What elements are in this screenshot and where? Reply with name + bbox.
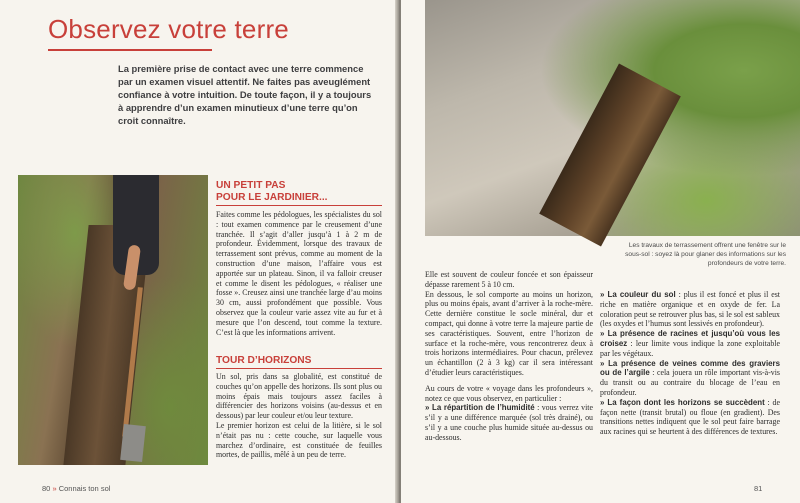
excavation-photo <box>425 0 800 236</box>
bullet-text: : cela jouera un rôle important vis-à-vis du transit ou au contraire du blocage de l’eau en profondeur. <box>600 368 780 397</box>
bullet-lead: » La couleur du sol <box>600 290 676 299</box>
intro-paragraph: La première prise de contact avec une terre commence par un examen visuel attentif. Ne faites pas aveuglément confiance à votre intuition. De toute façon, il y a toujours à apprendre d’un examen minutieux d’une terre qu’on croit connaître. <box>118 63 372 126</box>
bullet-lead: » La présence de racines et jusqu’où vous les croisez <box>600 329 780 348</box>
title-underline <box>48 49 212 51</box>
page-title: Observez votre terre <box>48 14 289 44</box>
right-column-1 <box>425 270 593 443</box>
bullet-lead: » La façon dont les horizons se succèdent <box>600 397 765 407</box>
paragraph: Le premier horizon est celui de la litière, si le sol n’était pas nu : cette couche, sur laquelle vous marchez d’ordinaire, est constituée de feuilles mortes, de paillis, mêlé à un peu de terre. <box>216 420 382 460</box>
soil-cut-shape <box>539 64 681 247</box>
running-footer: Connais ton sol <box>58 484 111 493</box>
section-rule <box>216 368 382 369</box>
bullet-text: : vous verrez vite s’il y a une différence marquée (sol très drainé), ou s’il y a une couche plus humide située au-dessus ou au-dessous. <box>425 403 594 442</box>
bullet-text: : plus il est foncé et plus il est riche en matière organique et en oxyde de fer. La coloration peut se retrouver plus bas, si le sol est sableux (les oxydes et l’humus sont lessivés en profondeur). <box>600 290 780 329</box>
bullet-horizons <box>600 398 780 437</box>
section-body-tour-horizons <box>216 372 382 460</box>
bullet-lead: » La présence de veines comme des graviers ou de l’argile <box>600 358 780 378</box>
bullet-lead: » La répartition de l’humidité <box>425 403 535 413</box>
photo-caption: Les travaux de terrassement offrent une fenêtre sur le sous-sol : soyez là pour glaner des informations sur les profondeurs de votre terre. <box>625 242 786 267</box>
paragraph: Au cours de votre « voyage dans les profondeurs », notez ce que vous observez, en particulier : <box>425 383 593 403</box>
paragraph: Elle est souvent de couleur foncée et son épaisseur dépasse rarement 5 à 10 cm. <box>425 270 593 289</box>
paragraph: En dessous, le sol comporte au moins un horizon, plus ou moins épais, avant d’arriver à la roche-mère. Cette dernière constitue le socle minéral, dur et compact, qui donne à votre terre la majeure partie de ses caractéristiques. Souvent, entre l’horizon de surface et la roche-mère, vous rencontrerez deux à trois horizons intermédiaires. Pour chacun, prélevez un échantillon (2 à 3 kg) car il sera intéressant d’étudier leurs caractéristiques. <box>425 289 593 377</box>
bullet-couleur <box>600 290 780 329</box>
paragraph: Un sol, pris dans sa globalité, est constitué de couches qu’on appelle des horizons. Ils sont plus ou moins épais mais toujours assez faciles à différencier des horizons voisins (au-dessus et en dessous) par leur couleur et/ou leur texture. <box>216 372 382 421</box>
right-page <box>401 0 800 503</box>
bullet-veines <box>600 359 780 398</box>
left-page <box>0 0 399 503</box>
right-folio: 81 <box>754 484 763 493</box>
bullet-humidite <box>425 403 593 442</box>
bullet-racines <box>600 329 780 358</box>
bullet-text: : de façon nette (transit brutal) ou floue (en gradient). Des transitions nettes indiquent que le sol peut faire barrage aux racines qui se heurtent à des différences de textures. <box>600 397 780 437</box>
section-body-petit-pas: Faites comme les pédologues, les spécialistes du sol : tout examen commence par le creusement d’une tranchée. Il s’agit d’aller jusqu’à 1 à 2 m de profondeur. Évidemment, lorsque des travaux de terrassement sont prévus, comme au moment de la construction d’une maison, l’affaire vous est apportée sur un plateau. Sinon, il va falloir creuser et comme le disent les pédologues, « réaliser une fosse ». Creusez ainsi une tranchée large d’au moins 30 cm, aussi profondément que possible. Vous observez que la couleur varie assez vite au fur et à mesure que l’on descend, tout comme la texture. C’est là que les informations arrivent. <box>216 210 382 337</box>
page-number: 80 <box>42 484 51 493</box>
bullet-text: : leur limite vous indique la zone exploitable par les végétaux. <box>600 338 780 358</box>
trench-digging-photo <box>18 175 208 465</box>
section-rule <box>216 205 382 206</box>
left-folio <box>42 484 110 493</box>
right-column-2 <box>600 290 780 437</box>
section-title-line: UN PETIT PAS <box>216 180 286 191</box>
section-title-tour-horizons: TOUR D’HORIZONS <box>216 355 312 366</box>
section-title-petit-pas <box>216 180 386 204</box>
folio-mark: » <box>52 484 57 493</box>
section-title-line: POUR LE JARDINIER... <box>216 192 328 203</box>
shovel-blade <box>120 424 146 462</box>
